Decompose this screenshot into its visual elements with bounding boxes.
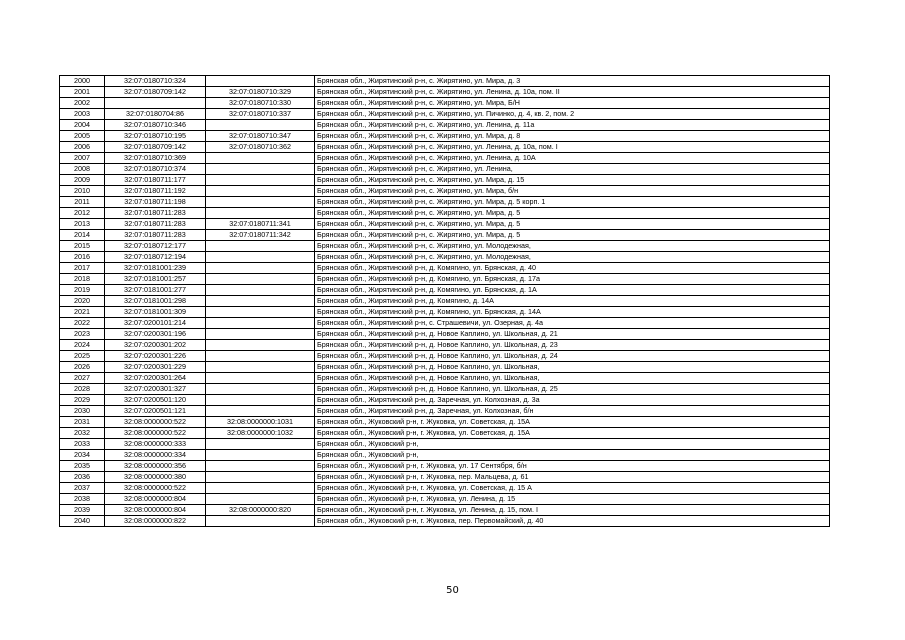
address-cell: Брянская обл., Жирятинский р-н, с. Жирятино, ул. Ленина, д. 11а	[315, 120, 830, 131]
table-row	[60, 505, 830, 516]
row-number-cell: 2012	[60, 208, 105, 219]
address-cell: Брянская обл., Жуковский р-н, г. Жуковка, ул. Советская, д. 15А	[315, 417, 830, 428]
address-cell: Брянская обл., Жирятинский р-н, с. Жирятино, ул. Мира, Б/Н	[315, 98, 830, 109]
table-row	[60, 164, 830, 175]
address-cell: Брянская обл., Жирятинский р-н, с. Жирятино, ул. Мира, д. 15	[315, 175, 830, 186]
cadastral-number-cell: 32:07:0180709:142	[105, 87, 206, 98]
cadastral-number-room-cell	[206, 318, 315, 329]
address-cell: Брянская обл., Жуковский р-н, г. Жуковка, ул. Советская, д. 15 А	[315, 483, 830, 494]
address-cell: Брянская обл., Жуковский р-н, г. Жуковка, ул. Ленина, д. 15, пом. I	[315, 505, 830, 516]
table-row	[60, 197, 830, 208]
cadastral-number-room-cell	[206, 340, 315, 351]
table-row	[60, 208, 830, 219]
row-number-cell: 2036	[60, 472, 105, 483]
address-cell: Брянская обл., Жирятинский р-н, д. Заречная, ул. Колхозная, б/н	[315, 406, 830, 417]
cadastral-number-room-cell: 32:07:0180710:329	[206, 87, 315, 98]
row-number-cell: 2004	[60, 120, 105, 131]
cadastral-number-room-cell: 32:07:0180711:341	[206, 219, 315, 230]
row-number-cell: 2037	[60, 483, 105, 494]
address-cell: Брянская обл., Жуковский р-н, г. Жуковка, пер. Мальцева, д. 61	[315, 472, 830, 483]
cadastral-number-cell: 32:08:0000000:356	[105, 461, 206, 472]
cadastral-number-room-cell: 32:08:0000000:820	[206, 505, 315, 516]
cadastral-number-room-cell	[206, 373, 315, 384]
address-cell: Брянская обл., Жирятинский р-н, с. Жирятино, ул. Ленина,	[315, 164, 830, 175]
table-row	[60, 241, 830, 252]
cadastral-number-cell: 32:07:0200301:196	[105, 329, 206, 340]
cadastral-number-room-cell	[206, 197, 315, 208]
cadastral-number-room-cell: 32:08:0000000:1031	[206, 417, 315, 428]
table-row	[60, 263, 830, 274]
cadastral-number-cell: 32:07:0180710:346	[105, 120, 206, 131]
row-number-cell: 2033	[60, 439, 105, 450]
table-row	[60, 131, 830, 142]
address-cell: Брянская обл., Жирятинский р-н, с. Жирятино, ул. Ленина, д. 10а, пом. I	[315, 142, 830, 153]
cadastral-number-room-cell	[206, 175, 315, 186]
cadastral-number-cell: 32:07:0181001:277	[105, 285, 206, 296]
row-number-cell: 2009	[60, 175, 105, 186]
table-row	[60, 395, 830, 406]
page-number: 50	[446, 585, 459, 596]
table-row	[60, 384, 830, 395]
cadastral-number-room-cell	[206, 274, 315, 285]
address-cell: Брянская обл., Жирятинский р-н, д. Новое Каплино, ул. Школьная, д. 24	[315, 351, 830, 362]
address-cell: Брянская обл., Жирятинский р-н, с. Жирятино, ул. Молодежная,	[315, 252, 830, 263]
row-number-cell: 2019	[60, 285, 105, 296]
cadastral-number-cell: 32:08:0000000:822	[105, 516, 206, 527]
cadastral-number-cell: 32:07:0181001:309	[105, 307, 206, 318]
address-cell: Брянская обл., Жирятинский р-н, с. Жирятино, ул. Мира, д. 5	[315, 219, 830, 230]
cadastral-number-cell: 32:08:0000000:334	[105, 450, 206, 461]
cadastral-number-cell: 32:07:0181001:239	[105, 263, 206, 274]
address-cell: Брянская обл., Жирятинский р-н, д. Новое Каплино, ул. Школьная, д. 21	[315, 329, 830, 340]
row-number-cell: 2006	[60, 142, 105, 153]
table-row	[60, 252, 830, 263]
row-number-cell: 2035	[60, 461, 105, 472]
row-number-cell: 2028	[60, 384, 105, 395]
row-number-cell: 2008	[60, 164, 105, 175]
row-number-cell: 2005	[60, 131, 105, 142]
row-number-cell: 2010	[60, 186, 105, 197]
cadastral-number-room-cell	[206, 472, 315, 483]
cadastral-number-cell: 32:08:0000000:333	[105, 439, 206, 450]
table-row	[60, 109, 830, 120]
row-number-cell: 2032	[60, 428, 105, 439]
table-row	[60, 428, 830, 439]
row-number-cell: 2016	[60, 252, 105, 263]
cadastral-number-room-cell: 32:08:0000000:1032	[206, 428, 315, 439]
address-cell: Брянская обл., Жуковский р-н, г. Жуковка, пер. Первомайский, д. 40	[315, 516, 830, 527]
cadastral-number-room-cell: 32:07:0180711:342	[206, 230, 315, 241]
table-row	[60, 516, 830, 527]
table-row	[60, 98, 830, 109]
address-cell: Брянская обл., Жирятинский р-н, с. Страшевичи, ул. Озерная, д. 4а	[315, 318, 830, 329]
address-cell: Брянская обл., Жирятинский р-н, с. Жирятино, ул. Мира, д. 5 корп. 1	[315, 197, 830, 208]
cadastral-number-cell: 32:07:0200301:264	[105, 373, 206, 384]
cadastral-number-cell: 32:07:0200301:229	[105, 362, 206, 373]
table-row	[60, 472, 830, 483]
cadastral-number-room-cell	[206, 296, 315, 307]
table-row	[60, 450, 830, 461]
cadastral-number-cell: 32:08:0000000:522	[105, 483, 206, 494]
cadastral-number-room-cell	[206, 208, 315, 219]
table-row	[60, 120, 830, 131]
row-number-cell: 2002	[60, 98, 105, 109]
table-row	[60, 274, 830, 285]
cadastral-number-cell: 32:07:0180704:86	[105, 109, 206, 120]
cadastral-number-room-cell	[206, 120, 315, 131]
row-number-cell: 2029	[60, 395, 105, 406]
row-number-cell: 2015	[60, 241, 105, 252]
cadastral-number-room-cell	[206, 263, 315, 274]
row-number-cell: 2022	[60, 318, 105, 329]
address-cell: Брянская обл., Жирятинский р-н, д. Комягино, ул. Брянская, д. 40	[315, 263, 830, 274]
cadastral-number-cell: 32:07:0180711:198	[105, 197, 206, 208]
cadastral-number-cell: 32:07:0180712:177	[105, 241, 206, 252]
address-cell: Брянская обл., Жирятинский р-н, д. Заречная, ул. Колхозная, д. 3а	[315, 395, 830, 406]
cadastral-number-room-cell	[206, 439, 315, 450]
table-row	[60, 153, 830, 164]
cadastral-number-cell: 32:07:0180711:283	[105, 230, 206, 241]
cadastral-number-cell: 32:07:0200301:327	[105, 384, 206, 395]
cadastral-number-cell: 32:07:0180711:177	[105, 175, 206, 186]
address-cell: Брянская обл., Жирятинский р-н, д. Новое Каплино, ул. Школьная, д. 25	[315, 384, 830, 395]
address-cell: Брянская обл., Жирятинский р-н, с. Жирятино, ул. Пичинко, д. 4, кв. 2, пом. 2	[315, 109, 830, 120]
cadastral-number-room-cell: 32:07:0180710:362	[206, 142, 315, 153]
cadastral-number-cell: 32:07:0180710:324	[105, 76, 206, 87]
address-cell: Брянская обл., Жирятинский р-н, д. Комягино, ул. Брянская, д. 14А	[315, 307, 830, 318]
table-row	[60, 439, 830, 450]
cadastral-table	[59, 75, 830, 527]
cadastral-number-cell: 32:08:0000000:522	[105, 417, 206, 428]
table-row	[60, 142, 830, 153]
address-cell: Брянская обл., Жуковский р-н,	[315, 450, 830, 461]
address-cell: Брянская обл., Жирятинский р-н, с. Жирятино, ул. Мира, б/н	[315, 186, 830, 197]
row-number-cell: 2017	[60, 263, 105, 274]
cadastral-number-room-cell	[206, 329, 315, 340]
cadastral-number-cell: 32:07:0200301:226	[105, 351, 206, 362]
row-number-cell: 2030	[60, 406, 105, 417]
address-cell: Брянская обл., Жирятинский р-н, д. Новое Каплино, ул. Школьная,	[315, 362, 830, 373]
address-cell: Брянская обл., Жуковский р-н, г. Жуковка, ул. 17 Сентября, б/н	[315, 461, 830, 472]
cadastral-number-cell: 32:07:0180712:194	[105, 252, 206, 263]
cadastral-number-room-cell	[206, 406, 315, 417]
row-number-cell: 2018	[60, 274, 105, 285]
cadastral-number-room-cell	[206, 516, 315, 527]
table-row	[60, 373, 830, 384]
table-row	[60, 483, 830, 494]
row-number-cell: 2040	[60, 516, 105, 527]
table-row	[60, 307, 830, 318]
cadastral-number-room-cell: 32:07:0180710:330	[206, 98, 315, 109]
cadastral-number-room-cell	[206, 76, 315, 87]
table-row	[60, 329, 830, 340]
cadastral-number-room-cell	[206, 186, 315, 197]
cadastral-number-cell: 32:08:0000000:804	[105, 505, 206, 516]
table-row	[60, 76, 830, 87]
table-row	[60, 230, 830, 241]
cadastral-number-room-cell	[206, 494, 315, 505]
cadastral-number-room-cell: 32:07:0180710:347	[206, 131, 315, 142]
table-row	[60, 351, 830, 362]
address-cell: Брянская обл., Жирятинский р-н, д. Комягино, ул. Брянская, д. 17а	[315, 274, 830, 285]
address-cell: Брянская обл., Жирятинский р-н, с. Жирятино, ул. Мира, д. 3	[315, 76, 830, 87]
row-number-cell: 2001	[60, 87, 105, 98]
cadastral-number-cell	[105, 98, 206, 109]
row-number-cell: 2003	[60, 109, 105, 120]
cadastral-number-cell: 32:07:0200501:121	[105, 406, 206, 417]
row-number-cell: 2031	[60, 417, 105, 428]
row-number-cell: 2038	[60, 494, 105, 505]
address-cell: Брянская обл., Жирятинский р-н, с. Жирятино, ул. Мира, д. 5	[315, 208, 830, 219]
cadastral-number-room-cell	[206, 153, 315, 164]
cadastral-number-room-cell	[206, 307, 315, 318]
table-row	[60, 406, 830, 417]
address-cell: Брянская обл., Жирятинский р-н, с. Жирятино, ул. Ленина, д. 10А	[315, 153, 830, 164]
table-row	[60, 87, 830, 98]
cadastral-number-room-cell	[206, 362, 315, 373]
address-cell: Брянская обл., Жуковский р-н,	[315, 439, 830, 450]
cadastral-number-room-cell	[206, 461, 315, 472]
row-number-cell: 2023	[60, 329, 105, 340]
address-cell: Брянская обл., Жирятинский р-н, д. Новое Каплино, ул. Школьная,	[315, 373, 830, 384]
row-number-cell: 2027	[60, 373, 105, 384]
cadastral-number-cell: 32:07:0180711:283	[105, 208, 206, 219]
table-row	[60, 461, 830, 472]
table-row	[60, 318, 830, 329]
row-number-cell: 2013	[60, 219, 105, 230]
table-row	[60, 175, 830, 186]
cadastral-number-cell: 32:07:0200301:202	[105, 340, 206, 351]
address-cell: Брянская обл., Жирятинский р-н, с. Жирятино, ул. Молодежная,	[315, 241, 830, 252]
cadastral-number-cell: 32:07:0200101:214	[105, 318, 206, 329]
table-row	[60, 285, 830, 296]
row-number-cell: 2026	[60, 362, 105, 373]
table-row	[60, 219, 830, 230]
cadastral-number-cell: 32:07:0180710:369	[105, 153, 206, 164]
cadastral-number-cell: 32:08:0000000:522	[105, 428, 206, 439]
row-number-cell: 2024	[60, 340, 105, 351]
row-number-cell: 2011	[60, 197, 105, 208]
cadastral-number-cell: 32:07:0180711:283	[105, 219, 206, 230]
row-number-cell: 2034	[60, 450, 105, 461]
address-cell: Брянская обл., Жирятинский р-н, с. Жирятино, ул. Мира, д. 8	[315, 131, 830, 142]
cadastral-number-room-cell: 32:07:0180710:337	[206, 109, 315, 120]
cadastral-number-room-cell	[206, 384, 315, 395]
address-cell: Брянская обл., Жуковский р-н, г. Жуковка, ул. Советская, д. 15А	[315, 428, 830, 439]
cadastral-number-room-cell	[206, 241, 315, 252]
cadastral-number-room-cell	[206, 164, 315, 175]
table-row	[60, 494, 830, 505]
table-row	[60, 362, 830, 373]
row-number-cell: 2007	[60, 153, 105, 164]
table-row	[60, 417, 830, 428]
cadastral-number-cell: 32:07:0200501:120	[105, 395, 206, 406]
cadastral-number-room-cell	[206, 450, 315, 461]
address-cell: Брянская обл., Жирятинский р-н, с. Жирятино, ул. Ленина, д. 10а, пом. II	[315, 87, 830, 98]
cadastral-number-cell: 32:07:0180711:192	[105, 186, 206, 197]
cadastral-number-room-cell	[206, 252, 315, 263]
row-number-cell: 2021	[60, 307, 105, 318]
cadastral-number-room-cell	[206, 285, 315, 296]
cadastral-number-cell: 32:07:0181001:257	[105, 274, 206, 285]
cadastral-number-room-cell	[206, 483, 315, 494]
address-cell: Брянская обл., Жирятинский р-н, с. Жирятино, ул. Мира, д. 5	[315, 230, 830, 241]
address-cell: Брянская обл., Жуковский р-н, г. Жуковка, ул. Ленина, д. 15	[315, 494, 830, 505]
address-cell: Брянская обл., Жирятинский р-н, д. Комягино, ул. Брянская, д. 1А	[315, 285, 830, 296]
row-number-cell: 2014	[60, 230, 105, 241]
row-number-cell: 2020	[60, 296, 105, 307]
address-cell: Брянская обл., Жирятинский р-н, д. Новое Каплино, ул. Школьная, д. 23	[315, 340, 830, 351]
row-number-cell: 2000	[60, 76, 105, 87]
cadastral-number-room-cell	[206, 351, 315, 362]
cadastral-number-cell: 32:08:0000000:804	[105, 494, 206, 505]
cadastral-number-room-cell	[206, 395, 315, 406]
table-row	[60, 296, 830, 307]
cadastral-number-cell: 32:07:0180709:142	[105, 142, 206, 153]
table-body	[60, 76, 830, 527]
row-number-cell: 2039	[60, 505, 105, 516]
cadastral-number-cell: 32:07:0180710:374	[105, 164, 206, 175]
cadastral-number-cell: 32:08:0000000:380	[105, 472, 206, 483]
row-number-cell: 2025	[60, 351, 105, 362]
table-row	[60, 340, 830, 351]
cadastral-number-cell: 32:07:0180710:195	[105, 131, 206, 142]
cadastral-number-cell: 32:07:0181001:298	[105, 296, 206, 307]
address-cell: Брянская обл., Жирятинский р-н, д. Комягино, д. 14А	[315, 296, 830, 307]
table-row	[60, 186, 830, 197]
